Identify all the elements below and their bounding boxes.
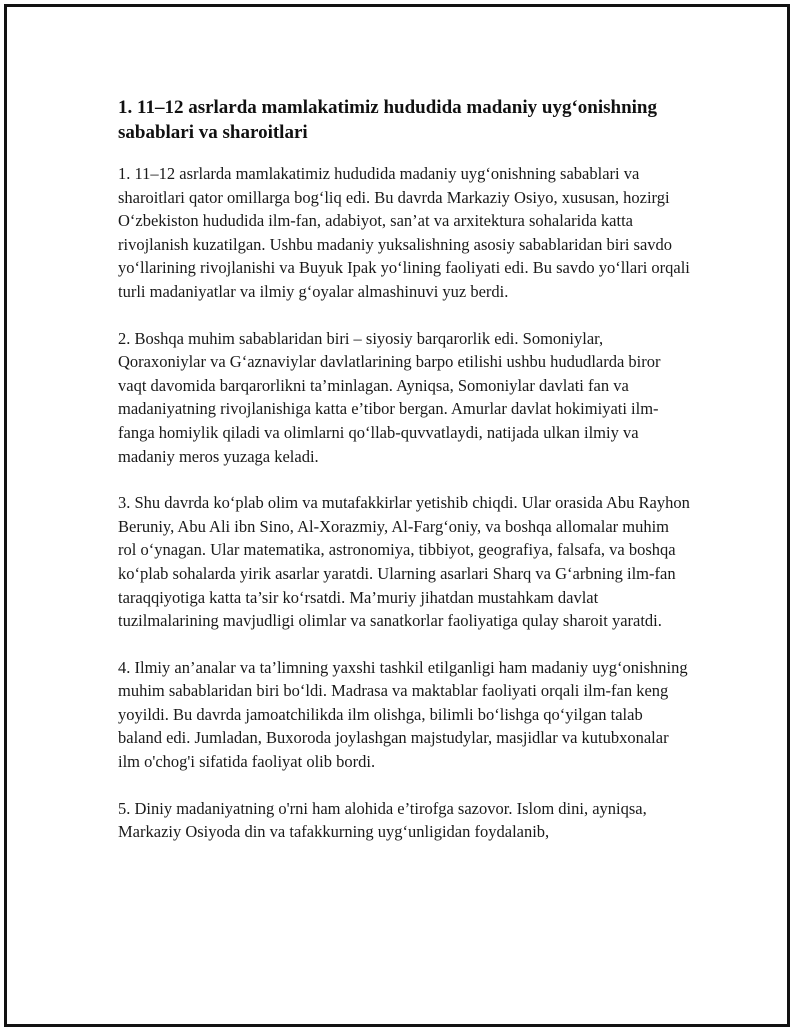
document-body bbox=[118, 95, 690, 867]
paragraph-5: 5. Diniy madaniyatning o'rni ham alohida e’tirofga sazovor. Islom dini, ayniqsa, Markaziy Osiyoda din va tafakkurning uyg‘unligidan foydalanib, bbox=[118, 798, 647, 842]
paragraph-4: 4. Ilmiy an’analar va ta’limning yaxshi tashkil etilganligi ham madaniy uyg‘onishning muhim sabablaridan biri bo‘ldi. Madrasa va maktablar faoliyati orqali ilm-fan keng yoyildi. Bu davrda jamoatchilikda ilm olishga, bilimli bo‘lishga qo‘yilgan talab baland edi. Jumladan, Buxoroda joylashgan majstudylar, masjidlar va kutubxonalar ilm o'chog'i sifatida faoliyat olib bordi. bbox=[118, 657, 688, 772]
paragraph-2: 2. Boshqa muhim sabablaridan biri – siyosiy barqarorlik edi. Somoniylar, Qoraxoniylar va G‘aznaviylar davlatlarining barpo etilishi ushbu hududlarda biror vaqt davomida barqarorlikni ta’minlagan. Ayniqsa, Somoniylar davlati fan va madaniyatning rivojlanishiga katta e’tibor bergan. Amurlar davlat hokimiyati ilm-fanga homiylik qiladi va olimlarni qo‘llab-quvvatlaydi, natijada ulkan ilmiy va madaniy meros yuzaga keladi. bbox=[118, 328, 661, 466]
document-heading: 1. 11–12 asrlarda mamlakatimiz hududida madaniy uyg‘onishning sabablari va sharoitlari bbox=[118, 97, 657, 143]
paragraph-3: 3. Shu davrda ko‘plab olim va mutafakkirlar yetishib chiqdi. Ular orasida Abu Rayhon Beruniy, Abu Ali ibn Sino, Al-Xorazmiy, Al-Farg‘oniy, va boshqa allomalar muhim rol o‘ynagan. Ular matematika, astronomiya, tibbiyot, geografiya, falsafa, va boshqa ko‘plab sohalarda yirik asarlar yaratdi. Ularning asarlari Sharq va G‘arbning ilm-fan taraqqiyotiga katta ta’sir ko‘rsatdi. Ma’muriy jihatdan mustahkam davlat tuzilmalarining mavjudligi olimlar va sanatkorlar faoliyatiga qulay sharoit yaratdi. bbox=[118, 493, 690, 631]
paragraph-1: 1. 11–12 asrlarda mamlakatimiz hududida madaniy uyg‘onishning sabablari va sharoitlari qator omillarga bog‘liq edi. Bu davrda Markaziy Osiyo, xususan, hozirgi O‘zbekiston hududida ilm-fan, adabiyot, san’at va arxitektura sohalarida katta rivojlanish kuzatilgan. Ushbu madaniy yuksalishning asosiy sabablaridan biri savdo yo‘llarining rivojlanishi va Buyuk Ipak yo‘lining faoliyati edi. Bu savdo yo‘llari orqali turli madaniyatlar va ilmiy g‘oyalar almashinuvi yuz berdi. bbox=[118, 164, 690, 301]
